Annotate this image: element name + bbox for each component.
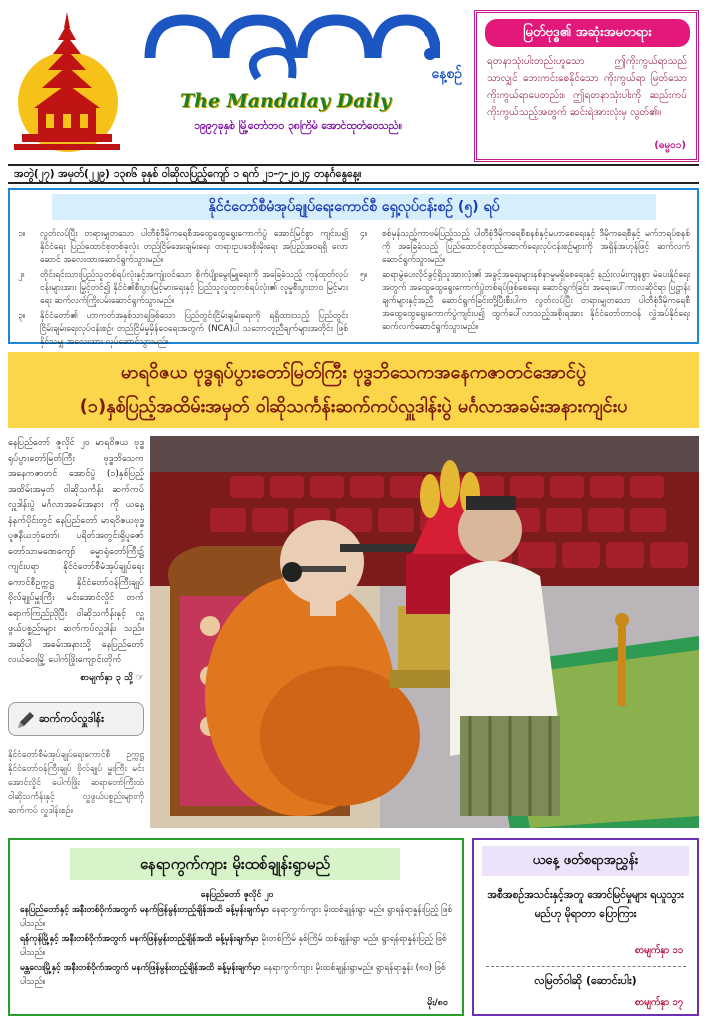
index-divider xyxy=(486,966,686,967)
teaching-code: (ဓမ္မ၀၁) xyxy=(654,140,686,151)
title-block xyxy=(130,8,466,158)
masthead-sub: နေ့စဉ် xyxy=(431,66,462,82)
weather-title: နေရာကွက်ကျား မိုးထစ်ချုန်းရွာမည် xyxy=(70,848,400,880)
index-item-article[interactable]: လမြတ်ဝါဆို (ဆောင်းပါး) xyxy=(534,974,637,987)
dateline: အတွဲ(၂၇) အမှတ်(၂၂၉) ၁၃၈၆ ခုနှစ် ဝါဆိုလပြည့်ကျော် ၁ ရက် ၂၁-၇-၂၀၂၄ တနင်္ဂနွေနေ့။ xyxy=(8,164,699,184)
objective-item xyxy=(360,228,690,267)
continued-on-page[interactable]: စာမျက်နှာ ၃ သို့ ☞ xyxy=(80,672,144,683)
photo-caption-label: ဆက်ကပ်လှူဒါန်း xyxy=(39,712,104,725)
todays-index-box xyxy=(472,838,699,1016)
pencil-icon xyxy=(15,709,37,731)
main-headline xyxy=(8,352,699,428)
forecast-naypyitaw: နေပြည်တော်နှင့် အနီးတစ်ဝိုက်အတွက် မနက်ဖြန်မွန်းတည့်ချိန်အထိ ခန့်မှန်းချက်မှာ နေရာကွက်ကျား မိုးထစ်ချုန်းရွာ မည်။ ရွာရန်ရာနှုန်းပြည့် ဖြစ်ပါသည်။ xyxy=(20,904,453,929)
masthead-slogan: ၁၉၉၇ခုနှစ် မြို့တော်ဘဝ ၃၈ကြိမ် အောင်ထုတ်ဝေသည်။ xyxy=(194,120,402,132)
photo-caption-text: နိုင်ငံတော်စီမံအုပ်ချုပ်ရေးကောင်စီ ဥက္ကဋ္ဌ နိုင်ငံတော်ဝန်ကြီးချုပ် ဗိုလ်ချုပ် မှူးကြီး မင်းအောင်လှိုင် ပေါက်ဖြိုး ဆရာတော်ကြီးထံ ဝါဆိုသင်္ကန်းနှင့် လှူဖွယ်ပစ္စည်းများကို ဆက်ကပ် လှူဒါန်းစဉ်။ xyxy=(8,750,144,816)
objective-text: စစ်မှန်သည့်ကာဗမ်ပြည့်သည့် ပါတီစုံဒီမိုကရေစီစနစ်နှင့်မဟာစေရေးနှင့် ဒီမိုကရေစီနှင့် မက်ဘရပ်စနစ်ကို အခြေခံသည့် ပြည်ထောင်စုတည်ဆောက်ရေးလုပ်ငန်းစဉ်များကို အရှိန်အဟုန်ဖြင့် ဆက်လက်ဆောင်ရွက်သွားမည်။ xyxy=(382,229,690,265)
teaching-text: ရတနာသုံးပါးတည်းဟူသော ဤကိုးကွယ်ရာသည်သာလျှင် ဘေးကင်းစေနိုင်သော ကိုးကွယ်ရာ မြတ်သော ကိုးကွယ်ရာပေတည်း။ ဤရတနာသုံးပါးကို ဆည်းကပ်ကိုးကွယ်သည့်အတွက် ဆင်းရဲအားလုံးမှ လွတ်၏။ xyxy=(487,56,687,118)
weather-forecast-box xyxy=(8,838,464,1016)
index-title: ယနေ့ ဖတ်စရာအညွှန်း xyxy=(482,846,689,876)
government-objectives-title: နိုင်ငံတော်စီမံအုပ်ချုပ်ရေးကောင်စီ ရှေ့လုပ်ငန်းစဉ် (၅) ရပ် xyxy=(52,194,656,220)
government-objectives-box xyxy=(8,188,699,347)
lead-story-column xyxy=(8,436,144,826)
masthead-wordmark xyxy=(140,8,440,86)
ceremony-photo xyxy=(150,436,699,828)
objective-number: ၅။ xyxy=(360,270,368,280)
objective-number: ၄။ xyxy=(360,229,368,239)
weather-dateline: နေပြည်တော် ဇူလိုင် ၂၀ xyxy=(200,890,274,900)
headline-line-2: (၁)နှစ်ပြည့်အထိမ်းအမှတ် ဝါဆိုသင်္ကန်းဆက်ကပ်လှူဒါန်းပွဲ မင်္ဂလာအခမ်းအနားကျင်းပ xyxy=(79,396,628,417)
objective-text: ဆရာမွဲပေးလိုင်ခွင့်ရှိသူအားလုံး၏ အခွင့်အရေးများနစ်နာမှုမရှိစေရေးနှင့် နည်းလမ်းကျနစွာ မဲပေးနိုင်ရေးအတွက် အထွေထွေရွေးကောက်ပွဲတစ်ရပ်ဖြစ်စေရေး ဆောင်ရွက်ခြင်း အရေးပေါ်ကာလဆိုင်ရာ ပြဋ္ဌာန်းချက်များနှင့်အညီ ဆောင်ရွက်ခြင်းတို့ပြီးစီးပါက လွတ်လပ်ပြီး တရားမျှတသော ပါတီစုံဒီမိုကရေစီ အထွေထွေရွေးကောက်ပွဲကျင်းပ၍ ထွက်ပေါ်လာသည့်အစိုးရအား နိုင်ငံတော်တာဝန် လွှဲအပ်နိုင်ရေး ဆက်လက်ဆောင်ရွက်သွားမည်။ xyxy=(382,270,690,332)
objective-item xyxy=(18,228,348,267)
objective-number: ၁။ xyxy=(18,229,26,239)
objective-text: လွတ်လပ်ပြီး တရားမျှတသော ပါတီစုံဒီမိုကရေစီအထွေထွေရွေးကောက်ပွဲ အောင်မြင်စွာ ကျင်းပ၍ နိုင်ငံရေး ပြည်ထောင်စုတစ်ခုလုံး တည်ငြိမ်အေးချမ်းရေး တရားဥပဒေစိုးမိုးရေး အပြည့်အဝရရှိ လော ဆောင် အလေးထားဆောင်ရွက်သွားမည်။ xyxy=(40,229,348,265)
masthead xyxy=(0,0,707,178)
photo-caption-label-box xyxy=(8,702,144,736)
forecast-yangon: ရန်ကုန်မြို့နှင့် အနီးတစ်ဝိုက်အတွက် မနက်ဖြန်မွန်းတည့်ချိန်အထိ ခန့်မှန်းချက်မှာ မိုးတစ်ကြိမ် နှစ်ကြိမ် ထစ်ချုန်းရွာ မည်။ ရွာရန်ရာနှုန်းပြည့် ဖြစ်ပါသည်။ xyxy=(20,933,447,958)
objective-text: တိုင်းရင်းသားပြည်သူတစ်ရပ်လုံးနှင့်အကျုံးဝင်သော စိုက်ပျိုးမွေးမြူရေးကို အခြေခံသည့် ကုန်ထုတ်လုပ်ငန်းများအား မြှင့်တင်၍ နိုင်ငံ၏စီးပွားမြင့်မားရေးနှင့် ပြည်သူလူထုတစ်ရပ်လုံး၏ လူမှုစီးပွားဘဝ မြင့်မားရေး ဆက်လက်ကြိုးပမ်းဆောင်ရွက်သွားမည်။ xyxy=(40,270,348,306)
objective-number: ၂။ xyxy=(18,270,25,280)
lead-story-text: နေပြည်တော် ဇူလိုင် ၂၀ မာရဝိဇယ ဗုဒ္ဓရုပ်ပွားတော်မြတ်ကြီး ဗုဒ္ဓဘိသေကအနေကဇာတင် အောင်ပွဲ (၁)နှစ်ပြည့်အထိမ်းအမှတ် ဝါဆိုသင်္ကန်း ဆက်ကပ်လှူဒါန်းပွဲ မင်္ဂလာအခမ်းအနား ကို ယနေ့နံနက်ပိုင်းတွင် နေပြည်တော် မာရဝိဇယဗုဒ္ဓပူဇနီယဘုံတော်၊ ပရိတ်အတွင်းရှိပူဇော်တော်သာမဏေကျော် ဓမ္မာရုံတော်ကြီး၌ ကျင်းပရာ နိုင်ငံတော်စီမံအုပ်ချုပ်ရေးကောင်စီဥက္ကဋ္ဌ နိုင်ငံတော်ဝန်ကြီးချုပ် ဗိုလ်ချုပ်မှူးကြီး မင်းအောင်လှိုင် တက်ရောက်ကြည်ညိုပြီး ဝါဆိုသင်္ကန်းနှင့် လှူဖွယ်ပစ္စည်းများ ဆက်ကပ်လှူဒါန်း သည်။ အဆိုပါ အခမ်းအနားသို့ နေပြည်တော် လယ်ဝေးမြို့ ပေါက်ဖြိုးကျောင်းတိုက် xyxy=(8,438,144,665)
objective-number: ၃။ xyxy=(18,311,26,321)
weather-signature: မိုး/၈၀ xyxy=(427,998,448,1008)
index-item-sports[interactable]: အစီအစဉ်အသင်းနှင့်အတူ အောင်မြင်မှုများ ရယူသွားမည်ဟု မိုရာတာ ပြောကြား xyxy=(487,889,684,920)
objective-item xyxy=(18,310,348,349)
index-item-sports-page[interactable]: စာမျက်နှာ ၁၁ xyxy=(634,945,683,956)
masthead-english-title: The Mandalay Daily xyxy=(180,90,391,112)
teaching-title: မြတ်ဗုဒ္ဓ၏ အဆုံးအမတရား xyxy=(485,19,690,47)
weather-body xyxy=(20,888,454,990)
lead-photo xyxy=(150,436,699,828)
forecast-mandalay: မန္တလေးမြို့နှင့် အနီးတစ်ဝိုက်အတွက် မနက်ဖြန်မွန်းတည့်ချိန်အထိ ခန့်မှန်းချက်မှာ နေရာကွက်ကျား မိုးထစ်ချုန်းရွာမည်။ ရွာရန်ရာနှုန်း (၈၀) ဖြစ်ပါသည်။ xyxy=(20,962,446,987)
index-item-article-page[interactable]: စာမျက်နှာ ၁၇ xyxy=(634,997,683,1008)
palace-logo xyxy=(8,10,126,158)
headline-line-1: မာရဝိဇယ ဗုဒ္ဓရုပ်ပွားတော်မြတ်ကြီး ဗုဒ္ဓဘိသေကအနေကဇာတင်အောင်ပွဲ xyxy=(120,362,587,383)
objectives-left-column xyxy=(18,228,348,351)
objective-item xyxy=(360,269,690,334)
teaching-box xyxy=(474,10,699,162)
objectives-right-column xyxy=(360,228,690,336)
objective-text: နိုင်ငံတော်၏ ဟာကတ်အနှစ်သာရဖြစ်သော ပြည်တွင်းငြိမ်းချမ်းရေးကို ရရှိထားသည့် ပြည်တွင်းငြိမ်းချမ်းရေးလုပ်ငန်းစဉ်၊ တည်ငြိမ်မှုမှိန်ဝေရေးအတွက် (NCA)ပါ သဘောတူညီချက်များအတိုင်း ဖြစ်နိုင်သမျှ အလေးထား လုပ်ဆောင်သွားမည်။ xyxy=(40,311,348,347)
objective-item xyxy=(18,269,348,308)
